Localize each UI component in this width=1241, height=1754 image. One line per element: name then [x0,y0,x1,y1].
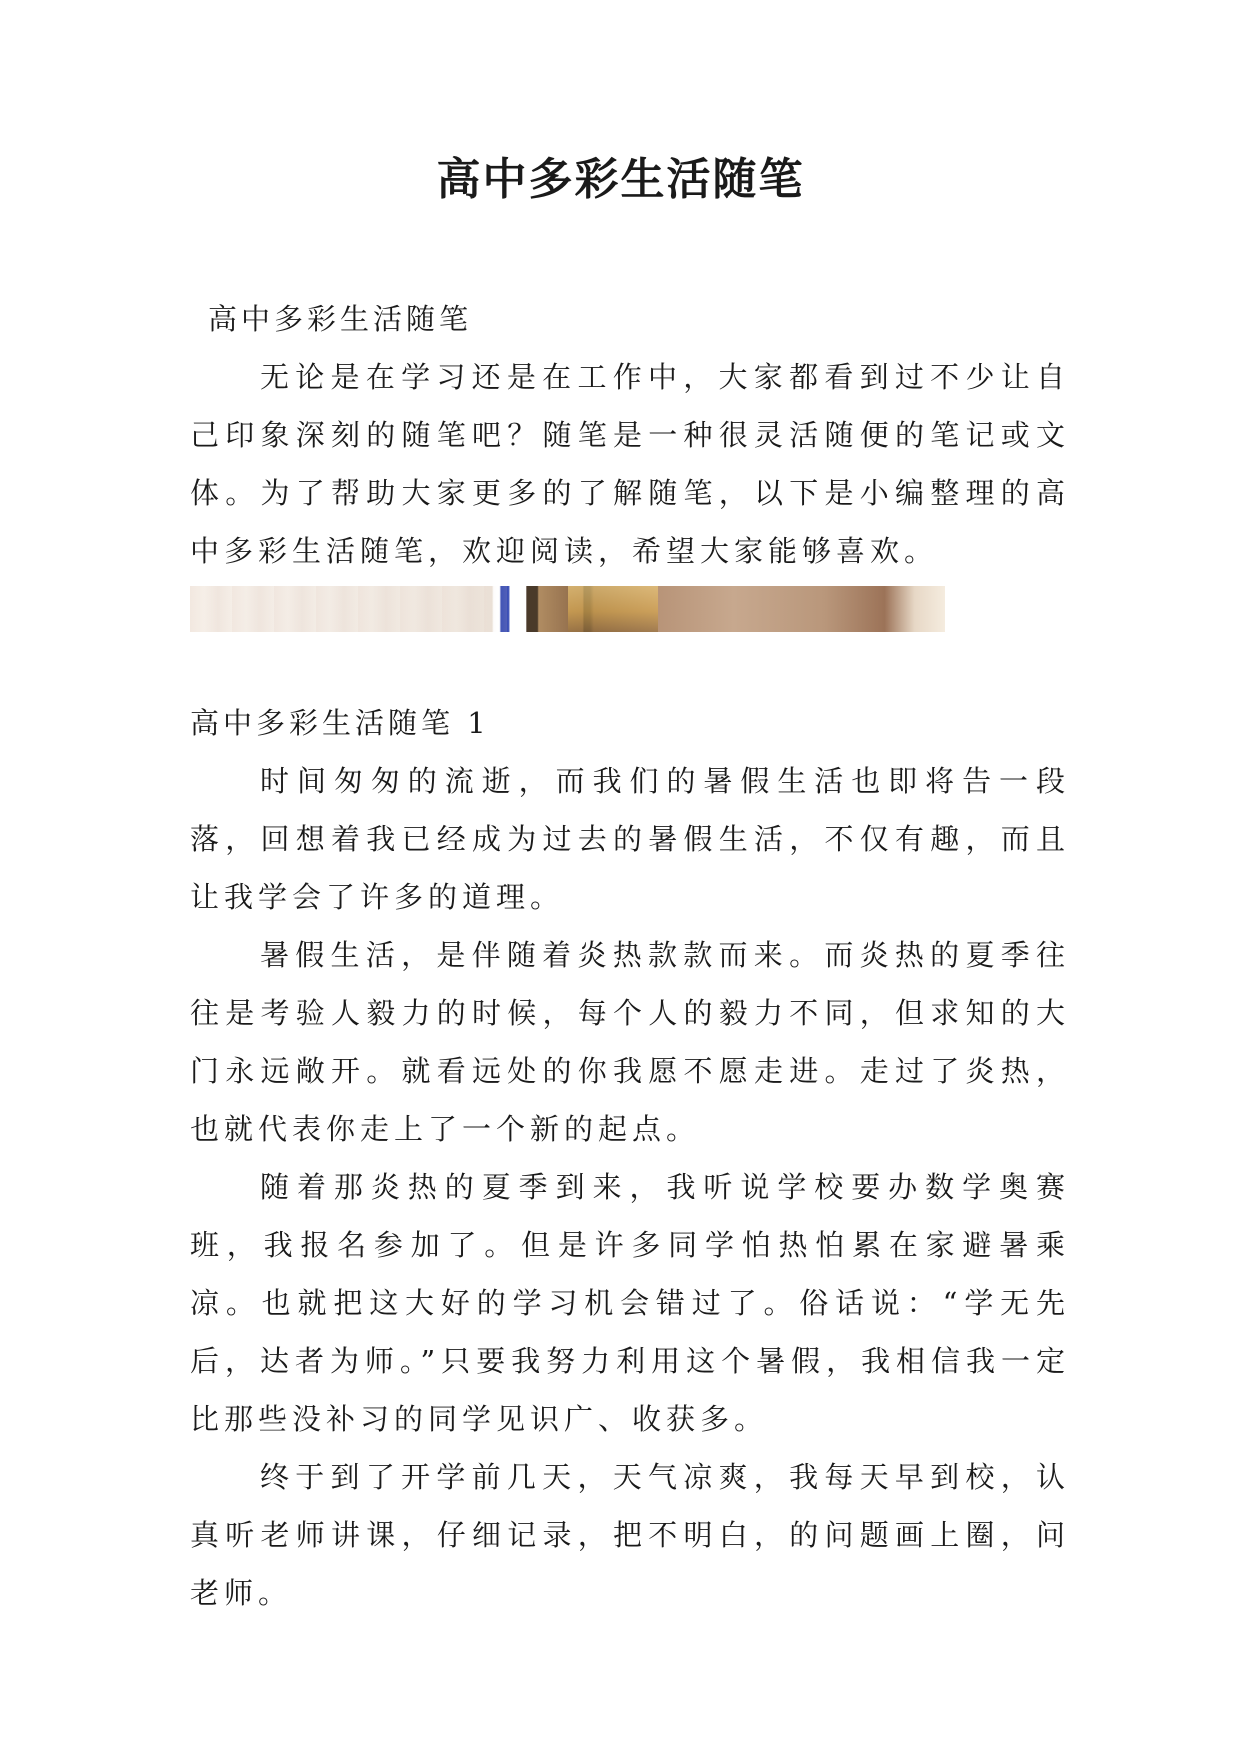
document-subtitle: 高中多彩生活随笔 [208,302,473,336]
photo-highlight-decoration [568,586,659,632]
body-paragraph-2: 暑假生活，是伴随着炎热款款而来。而炎热的夏季往往是考验人毅力的时候，每个人的毅力不同，但求知的大门永远敞开。就看远处的你我愿不愿走进。走过了炎热，也就代表你走上了一个新的起点。 [190,938,1070,1146]
intro-paragraph: 无论是在学习还是在工作中，大家都看到过不少让自己印象深刻的随笔吧？随笔是一种很灵活随便的笔记或文体。为了帮助大家更多的了解随笔，以下是小编整理的高中多彩生活随笔，欢迎阅读，希望大家能够喜欢。 [190,360,1070,568]
document-body [190,290,1070,1622]
body-paragraph-4: 终于到了开学前几天，天气凉爽，我每天早到校，认真听老师讲课，仔细记录，把不明白，的问题画上圈，问老师。 [190,1460,1070,1610]
body-paragraph-3: 随着那炎热的夏季到来，我听说学校要办数学奥赛班，我报名参加了。但是许多同学怕热怕累在家避暑乘凉。也就把这大好的学习机会错过了。俗话说：“学无先后，达者为师。”只要我努力利用这个暑假，我相信我一定比那些没补习的同学见识广、收获多。 [190,1170,1070,1436]
cropped-photo-image [190,586,945,632]
photo-wash-decoration [190,586,507,632]
page-title: 高中多彩生活随笔 [436,154,805,205]
body-paragraph-1: 时间匆匆的流逝，而我们的暑假生活也即将告一段落，回想着我已经成为过去的暑假生活，不仅有趣，而且让我学会了许多的道理。 [190,764,1070,914]
section-heading: 高中多彩生活随笔 1 [190,706,490,740]
